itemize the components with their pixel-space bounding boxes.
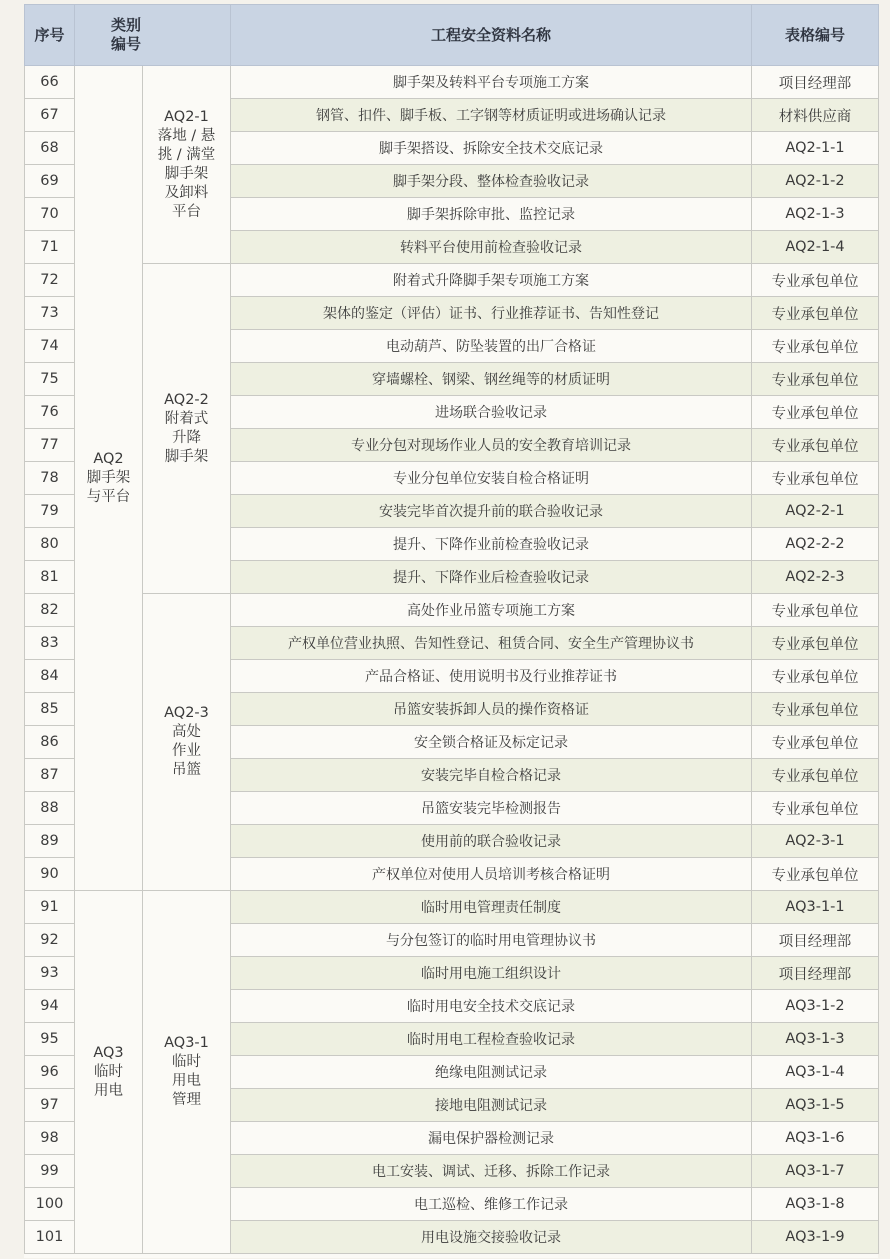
subcategory-label-line: 临时 [172, 1054, 201, 1070]
document-name: 临时用电安全技术交底记录 [231, 990, 752, 1023]
subcategory-cell [143, 594, 231, 891]
document-name: 高处作业吊篮专项施工方案 [231, 594, 752, 627]
form-code: 专业承包单位 [752, 792, 879, 825]
category-label-line: 与平台 [86, 488, 131, 505]
form-code: 项目经理部 [752, 66, 879, 99]
document-name: 绝缘电阻测试记录 [231, 1056, 752, 1089]
row-number: 101 [25, 1221, 75, 1254]
row-number: 77 [25, 429, 75, 462]
document-name: 附着式升降脚手架专项施工方案 [231, 264, 752, 297]
subcategory-label-line: 管理 [172, 1092, 201, 1108]
document-name: 临时用电管理责任制度 [231, 891, 752, 924]
row-number: 90 [25, 858, 75, 891]
form-code: AQ3-1-3 [752, 1023, 879, 1056]
form-code: AQ3-1-8 [752, 1188, 879, 1221]
category-label-line: AQ3 [93, 1044, 124, 1061]
category-label-line: 临时 [94, 1063, 123, 1080]
row-number: 95 [25, 1023, 75, 1056]
header-category-line-1: 类别 [111, 16, 142, 34]
subcategory-label-line: AQ3-1 [164, 1035, 209, 1051]
document-name: 架体的鉴定（评估）证书、行业推荐证书、告知性登记 [231, 297, 752, 330]
row-number: 68 [25, 132, 75, 165]
row-number: 72 [25, 264, 75, 297]
row-number: 74 [25, 330, 75, 363]
document-name: 提升、下降作业前检查验收记录 [231, 528, 752, 561]
document-name: 吊篮安装完毕检测报告 [231, 792, 752, 825]
category-cell [75, 891, 143, 1254]
form-code: 专业承包单位 [752, 726, 879, 759]
subcategory-label-line: 升降 [172, 429, 201, 446]
form-code: 专业承包单位 [752, 396, 879, 429]
form-code: 专业承包单位 [752, 330, 879, 363]
row-number: 89 [25, 825, 75, 858]
document-name: 穿墙螺栓、钢梁、钢丝绳等的材质证明 [231, 363, 752, 396]
form-code: 专业承包单位 [752, 858, 879, 891]
form-code: AQ3-1-1 [752, 891, 879, 924]
document-name: 与分包签订的临时用电管理协议书 [231, 924, 752, 957]
form-code: AQ3-1-4 [752, 1056, 879, 1089]
document-name: 接地电阻测试记录 [231, 1089, 752, 1122]
form-code: AQ3-1-2 [752, 990, 879, 1023]
safety-document-table [24, 4, 879, 1254]
row-number: 87 [25, 759, 75, 792]
form-code: AQ2-1-3 [752, 198, 879, 231]
header-name: 工程安全资料名称 [231, 5, 752, 66]
form-code: 专业承包单位 [752, 759, 879, 792]
row-number: 100 [25, 1188, 75, 1221]
subcategory-label-line: AQ2-2 [164, 391, 209, 408]
table-body [25, 66, 879, 1254]
form-code: AQ2-1-2 [752, 165, 879, 198]
document-name: 脚手架搭设、拆除安全技术交底记录 [231, 132, 752, 165]
form-code: 专业承包单位 [752, 693, 879, 726]
form-code: AQ2-1-4 [752, 231, 879, 264]
row-number: 73 [25, 297, 75, 330]
subcategory-label-line: AQ2-1 [164, 108, 209, 125]
subcategory-label-line: 及卸料 [164, 184, 209, 201]
document-name: 电工安装、调试、迁移、拆除工作记录 [231, 1155, 752, 1188]
form-code: AQ3-1-6 [752, 1122, 879, 1155]
document-name: 电动葫芦、防坠装置的出厂合格证 [231, 330, 752, 363]
table-row [25, 594, 879, 627]
row-number: 75 [25, 363, 75, 396]
subcategory-label-line: 高处 [172, 724, 201, 740]
document-name: 钢管、扣件、脚手板、工字钢等材质证明或进场确认记录 [231, 99, 752, 132]
subcategory-cell [143, 264, 231, 594]
row-number: 70 [25, 198, 75, 231]
row-number: 80 [25, 528, 75, 561]
form-code: 项目经理部 [752, 957, 879, 990]
header-category-line-2: 编号 [111, 35, 142, 53]
subcategory-label-line: 平台 [172, 203, 201, 220]
form-code: 专业承包单位 [752, 297, 879, 330]
table-row [25, 891, 879, 924]
row-number: 92 [25, 924, 75, 957]
row-number: 71 [25, 231, 75, 264]
subcategory-label-line: AQ2-3 [164, 705, 209, 721]
row-number: 67 [25, 99, 75, 132]
form-code: AQ3-1-5 [752, 1089, 879, 1122]
document-name: 脚手架拆除审批、监控记录 [231, 198, 752, 231]
subcategory-label-line: 作业 [172, 743, 201, 759]
category-label-line: AQ2 [93, 450, 124, 467]
category-label-line: 脚手架 [86, 469, 131, 486]
document-name: 临时用电工程检查验收记录 [231, 1023, 752, 1056]
document-name: 使用前的联合验收记录 [231, 825, 752, 858]
document-name: 安装完毕自检合格记录 [231, 759, 752, 792]
form-code: 项目经理部 [752, 924, 879, 957]
header-seq: 序号 [25, 5, 75, 66]
table-row [25, 264, 879, 297]
category-label-line: 用电 [94, 1082, 123, 1099]
safety-document-table-page [24, 4, 878, 1258]
subcategory-label-line: 落地 / 悬 [157, 127, 216, 144]
row-number: 94 [25, 990, 75, 1023]
row-number: 69 [25, 165, 75, 198]
row-number: 76 [25, 396, 75, 429]
document-name: 用电设施交接验收记录 [231, 1221, 752, 1254]
form-code: 专业承包单位 [752, 627, 879, 660]
row-number: 84 [25, 660, 75, 693]
table-header-row [25, 5, 879, 66]
header-code: 表格编号 [752, 5, 879, 66]
row-number: 93 [25, 957, 75, 990]
subcategory-label-line: 脚手架 [164, 448, 209, 465]
subcategory-label-line: 用电 [172, 1073, 201, 1089]
subcategory-cell [143, 891, 231, 1254]
document-name: 产品合格证、使用说明书及行业推荐证书 [231, 660, 752, 693]
form-code: AQ3-1-9 [752, 1221, 879, 1254]
document-name: 脚手架分段、整体检查验收记录 [231, 165, 752, 198]
subcategory-label-line: 吊篮 [172, 762, 201, 778]
document-name: 产权单位对使用人员培训考核合格证明 [231, 858, 752, 891]
document-name: 专业分包对现场作业人员的安全教育培训记录 [231, 429, 752, 462]
document-name: 脚手架及转料平台专项施工方案 [231, 66, 752, 99]
category-cell [75, 66, 143, 891]
row-number: 86 [25, 726, 75, 759]
form-code: 材料供应商 [752, 99, 879, 132]
row-number: 96 [25, 1056, 75, 1089]
form-code: AQ2-3-1 [752, 825, 879, 858]
document-name: 转料平台使用前检查验收记录 [231, 231, 752, 264]
row-number: 66 [25, 66, 75, 99]
row-number: 81 [25, 561, 75, 594]
document-name: 安装完毕首次提升前的联合验收记录 [231, 495, 752, 528]
form-code: AQ2-2-3 [752, 561, 879, 594]
form-code: 专业承包单位 [752, 660, 879, 693]
form-code: 专业承包单位 [752, 429, 879, 462]
form-code: AQ2-2-1 [752, 495, 879, 528]
row-number: 91 [25, 891, 75, 924]
document-name: 产权单位营业执照、告知性登记、租赁合同、安全生产管理协议书 [231, 627, 752, 660]
form-code: AQ3-1-7 [752, 1155, 879, 1188]
subcategory-cell [143, 66, 231, 264]
document-name: 临时用电施工组织设计 [231, 957, 752, 990]
document-name: 进场联合验收记录 [231, 396, 752, 429]
form-code: 专业承包单位 [752, 462, 879, 495]
row-number: 98 [25, 1122, 75, 1155]
form-code: 专业承包单位 [752, 594, 879, 627]
form-code: 专业承包单位 [752, 363, 879, 396]
row-number: 83 [25, 627, 75, 660]
subcategory-label-line: 脚手架 [164, 165, 209, 182]
table-row [25, 66, 879, 99]
document-name: 漏电保护器检测记录 [231, 1122, 752, 1155]
document-name: 电工巡检、维修工作记录 [231, 1188, 752, 1221]
row-number: 99 [25, 1155, 75, 1188]
row-number: 82 [25, 594, 75, 627]
form-code: AQ2-1-1 [752, 132, 879, 165]
form-code: AQ2-2-2 [752, 528, 879, 561]
row-number: 88 [25, 792, 75, 825]
document-name: 提升、下降作业后检查验收记录 [231, 561, 752, 594]
document-name: 安全锁合格证及标定记录 [231, 726, 752, 759]
row-number: 78 [25, 462, 75, 495]
document-name: 吊篮安装拆卸人员的操作资格证 [231, 693, 752, 726]
row-number: 85 [25, 693, 75, 726]
row-number: 97 [25, 1089, 75, 1122]
row-number: 79 [25, 495, 75, 528]
header-category [75, 5, 231, 66]
subcategory-label-line: 挑 / 满堂 [157, 146, 216, 163]
form-code: 专业承包单位 [752, 264, 879, 297]
document-name: 专业分包单位安装自检合格证明 [231, 462, 752, 495]
subcategory-label-line: 附着式 [164, 410, 209, 427]
